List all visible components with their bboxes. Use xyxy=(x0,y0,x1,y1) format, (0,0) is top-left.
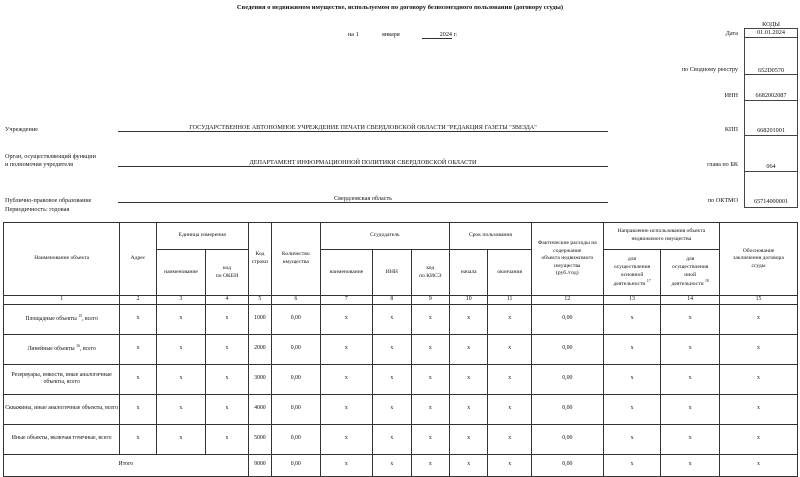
total-quantity: 0,00 xyxy=(272,454,321,476)
row-lender-name: x xyxy=(320,364,373,394)
row-term-start: x xyxy=(450,304,488,334)
header-term: Срок пользования xyxy=(450,223,532,250)
row-line-code: 5000 xyxy=(248,424,271,454)
row-other: x xyxy=(661,364,720,394)
header-lender-name: наименование xyxy=(320,250,373,296)
row-lender-kise: x xyxy=(411,394,449,424)
total-line-code: 9000 xyxy=(248,454,271,476)
column-number-cell: 5 xyxy=(248,296,271,305)
row-expenses: 0,00 xyxy=(531,334,603,364)
row-basis: x xyxy=(720,334,798,364)
header-unit-code: код по ОКЕИ xyxy=(206,250,248,296)
total-label: Итого xyxy=(4,454,249,476)
column-number-cell: 11 xyxy=(488,296,531,305)
header-row-1 xyxy=(4,223,798,250)
row-unit-name: x xyxy=(156,334,206,364)
row-lender-name: x xyxy=(320,424,373,454)
row-quantity: 0,00 xyxy=(272,334,321,364)
column-number-cell: 6 xyxy=(272,296,321,305)
header-name: Наименование объекта xyxy=(4,223,120,296)
date-year: 2024 xyxy=(422,31,452,39)
total-term-end: x xyxy=(488,454,531,476)
periodicity: Периодичность: годовая xyxy=(5,206,70,213)
codes-box xyxy=(744,28,798,208)
total-main-activity: x xyxy=(603,454,661,476)
table-row xyxy=(4,304,798,334)
row-lender-kise: x xyxy=(411,334,449,364)
header-lender-kise: код по КИСЭ xyxy=(411,250,449,296)
column-number-cell: 12 xyxy=(531,296,603,305)
row-other: x xyxy=(661,304,720,334)
row-line-code: 3000 xyxy=(248,364,271,394)
header-unit-name: наименование xyxy=(156,250,206,296)
column-number-cell: 7 xyxy=(320,296,373,305)
row-term-start: x xyxy=(450,424,488,454)
row-lender-inn: x xyxy=(373,424,411,454)
founder-value: ДЕПАРТАМЕНТ ИНФОРМАЦИОННОЙ ПОЛИТИКИ СВЕРДЛОВСКОЙ ОБЛАСТИ xyxy=(118,159,608,167)
row-term-end: x xyxy=(488,424,531,454)
row-lender-kise: x xyxy=(411,364,449,394)
row-lender-inn: x xyxy=(373,364,411,394)
header-line-code: Код строки xyxy=(248,223,271,296)
row-term-start: x xyxy=(450,364,488,394)
row-main: x xyxy=(603,334,661,364)
row-term-end: x xyxy=(488,334,531,364)
row-unit-name: x xyxy=(156,424,206,454)
code-label-glava-bk: глава по БК xyxy=(707,161,738,168)
institution-value: ГОСУДАРСТВЕННОЕ АВТОНОМНОЕ УЧРЕЖДЕНИЕ ПЕЧАТИ СВЕРДЛОВСКОЙ ОБЛАСТИ "РЕДАКЦИЯ ГАЗЕТЫ "ЗВЕЗДА" xyxy=(118,124,608,132)
row-term-start: x xyxy=(450,394,488,424)
header-term-start: начала xyxy=(450,250,488,296)
row-lender-kise: x xyxy=(411,424,449,454)
header-expenses: Фактические расходы на содержание объекта недвижимого имущества (руб./год) xyxy=(531,223,603,296)
header-unit: Единица измерения xyxy=(156,223,248,250)
table-row xyxy=(4,394,798,424)
row-unit-code: x xyxy=(206,304,248,334)
row-object-name: Скважины, иные аналогичные объекты, всего xyxy=(4,394,120,424)
column-numbers-row xyxy=(4,296,798,305)
founder-label-line2: и полномочия учредителя xyxy=(5,161,74,168)
total-other-activity: x xyxy=(661,454,720,476)
code-oktmo: 65714000001 xyxy=(753,198,789,205)
row-unit-name: x xyxy=(156,394,206,424)
code-label-date: Дата xyxy=(725,30,738,37)
row-object-name: Иные объекты, включая точечные, всего xyxy=(4,424,120,454)
row-address: x xyxy=(120,394,156,424)
date-prefix: на 1 xyxy=(348,31,359,38)
row-term-end: x xyxy=(488,364,531,394)
column-number-cell: 1 xyxy=(4,296,120,305)
row-line-code: 2000 xyxy=(248,334,271,364)
header-other-activity: для осуществления иной деятельности $^{18}$ xyxy=(661,250,720,296)
code-label-oktmo: по ОКТМО xyxy=(707,197,738,204)
row-expenses: 0,00 xyxy=(531,424,603,454)
row-lender-name: x xyxy=(320,304,373,334)
table-row xyxy=(4,364,798,394)
column-number-cell: 9 xyxy=(411,296,449,305)
public-entity-value: Свердловская область xyxy=(118,195,608,203)
code-label-inn: ИНН xyxy=(724,92,738,99)
row-expenses: 0,00 xyxy=(531,304,603,334)
row-expenses: 0,00 xyxy=(531,364,603,394)
row-other: x xyxy=(661,334,720,364)
column-number-cell: 2 xyxy=(120,296,156,305)
column-number-cell: 15 xyxy=(720,296,798,305)
codes-header: КОДЫ xyxy=(762,21,780,28)
row-lender-name: x xyxy=(320,394,373,424)
header-main-activity: для осуществления основной деятельности $^{17}$ xyxy=(603,250,661,296)
row-address: x xyxy=(120,334,156,364)
code-glava-bk: 064 xyxy=(745,136,797,172)
column-number-cell: 8 xyxy=(373,296,411,305)
row-term-end: x xyxy=(488,394,531,424)
row-object-name: Площадные объекты $^{15}$, всего xyxy=(4,304,120,334)
total-lender-kise: x xyxy=(411,454,449,476)
header-quantity: Количество имущества xyxy=(272,223,321,296)
table-row xyxy=(4,334,798,364)
row-basis: x xyxy=(720,424,798,454)
row-expenses: 0,00 xyxy=(531,394,603,424)
column-number-cell: 10 xyxy=(450,296,488,305)
row-object-name: Резервуары, емкости, иные аналогичные объекты, всего xyxy=(4,364,120,394)
founder-label-line1: Орган, осуществляющий функции xyxy=(5,153,96,160)
row-main: x xyxy=(603,424,661,454)
row-term-start: x xyxy=(450,334,488,364)
row-lender-kise: x xyxy=(411,304,449,334)
total-row xyxy=(4,454,798,476)
code-registry: 652D0570 xyxy=(745,38,797,75)
total-lender-inn: x xyxy=(373,454,411,476)
header-basis: Обоснование заключения договора ссуды xyxy=(720,223,798,296)
row-line-code: 4000 xyxy=(248,394,271,424)
row-other: x xyxy=(661,394,720,424)
column-number-cell: 4 xyxy=(206,296,248,305)
row-line-code: 1000 xyxy=(248,304,271,334)
table-row xyxy=(4,424,798,454)
property-table xyxy=(3,222,798,477)
column-number-cell: 3 xyxy=(156,296,206,305)
total-expenses: 0,00 xyxy=(531,454,603,476)
row-quantity: 0,00 xyxy=(272,364,321,394)
row-basis: x xyxy=(720,364,798,394)
code-inn: 6682002087 xyxy=(745,75,797,101)
column-number-cell: 13 xyxy=(603,296,661,305)
row-unit-code: x xyxy=(206,364,248,394)
header-direction: Направление использования объекта недвижимого имущества xyxy=(603,223,719,250)
row-unit-code: x xyxy=(206,394,248,424)
total-term-start: x xyxy=(450,454,488,476)
code-label-kpp: КПП xyxy=(724,126,738,133)
code-kpp: 668201001 xyxy=(745,101,797,136)
header-address: Адрес xyxy=(120,223,156,296)
date-month: января xyxy=(382,31,400,38)
row-address: x xyxy=(120,364,156,394)
row-unit-code: x xyxy=(206,424,248,454)
row-quantity: 0,00 xyxy=(272,394,321,424)
row-main: x xyxy=(603,394,661,424)
row-lender-inn: x xyxy=(373,334,411,364)
code-date: 01.01.2024 xyxy=(745,29,797,38)
row-main: x xyxy=(603,364,661,394)
column-number-cell: 14 xyxy=(661,296,720,305)
row-lender-inn: x xyxy=(373,394,411,424)
row-quantity: 0,00 xyxy=(272,424,321,454)
row-lender-name: x xyxy=(320,334,373,364)
row-unit-code: x xyxy=(206,334,248,364)
header-term-end: окончания xyxy=(488,250,531,296)
row-basis: x xyxy=(720,394,798,424)
total-basis: x xyxy=(720,454,798,476)
row-address: x xyxy=(120,424,156,454)
row-lender-inn: x xyxy=(373,304,411,334)
row-basis: x xyxy=(720,304,798,334)
report-title: Сведения о недвижимом имуществе, используемом по договору безвозмездного пользования (договору ссуды) xyxy=(236,4,564,11)
row-address: x xyxy=(120,304,156,334)
row-term-end: x xyxy=(488,304,531,334)
header-lender-inn: ИНН xyxy=(373,250,411,296)
total-lender-name: x xyxy=(320,454,373,476)
row-quantity: 0,00 xyxy=(272,304,321,334)
row-main: x xyxy=(603,304,661,334)
row-object-name: Линейные объекты $^{16}$, всего xyxy=(4,334,120,364)
header-lender: Ссудодатель xyxy=(320,223,449,250)
row-unit-name: x xyxy=(156,364,206,394)
institution-label: Учреждение xyxy=(5,126,38,133)
date-suffix: г. xyxy=(454,31,458,38)
public-entity-label: Публично-правовое образование xyxy=(5,197,92,204)
row-unit-name: x xyxy=(156,304,206,334)
row-other: x xyxy=(661,424,720,454)
code-label-registry: по Сводному реестру xyxy=(681,66,738,73)
